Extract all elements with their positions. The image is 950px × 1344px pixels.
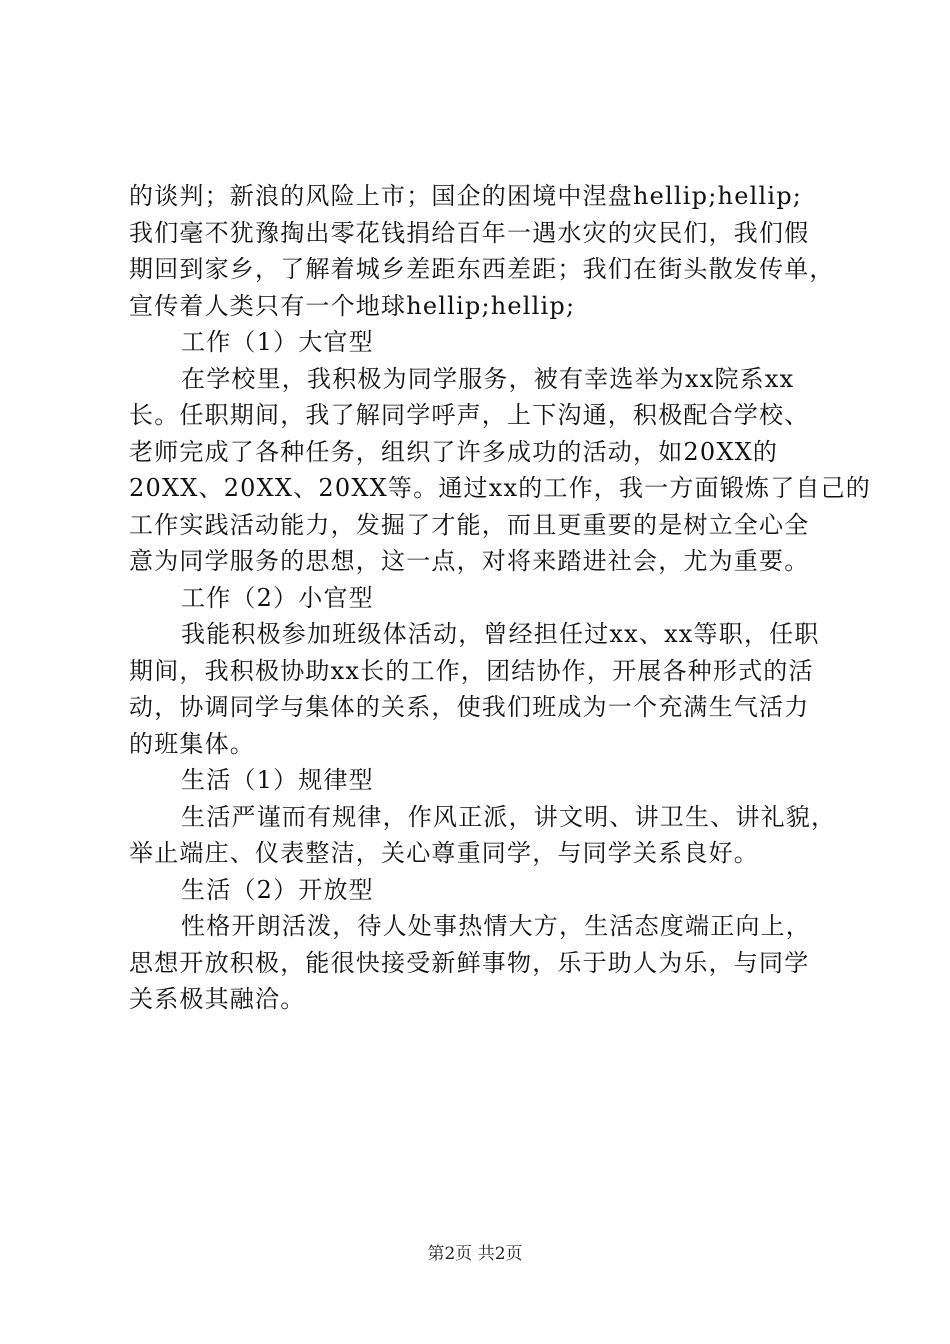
text-line: 性格开朗活泼，待人处事热情大方，生活态度端正向上， bbox=[181, 912, 811, 940]
text-line: 期回到家乡，了解着城乡差距东西差距；我们在街头散发传单， bbox=[129, 255, 835, 283]
text-line: 我能积极参加班级体活动，曾经担任过xx、xx等职，任职 bbox=[181, 620, 820, 648]
page-number-footer: 第2页 共2页 bbox=[427, 1244, 523, 1264]
text-line: 老师完成了各种任务，组织了许多成功的活动，如20XX的 bbox=[129, 437, 779, 466]
text-line: 关系极其融洽。 bbox=[129, 985, 306, 1013]
text-line: 期间，我积极协助xx长的工作，团结协作，开展各种形式的活 bbox=[129, 656, 814, 685]
text-line: 20XX、20XX、20XX等。通过xx的工作，我一方面锻炼了自己的 bbox=[129, 474, 872, 502]
section-heading-work-2: 工作（2）小官型 bbox=[181, 583, 374, 612]
text-line: 意为同学服务的思想，这一点，对将来踏进社会，尤为重要。 bbox=[129, 547, 810, 575]
document-body bbox=[129, 178, 872, 1018]
section-heading-life-1: 生活（1）规律型 bbox=[181, 766, 374, 794]
text-line: 的班集体。 bbox=[129, 729, 255, 758]
text-line: 工作实践活动能力，发掘了才能，而且更重要的是树立全心全 bbox=[129, 510, 810, 539]
text-line: 举止端庄、仪表整洁，关心尊重同学，与同学关系良好。 bbox=[129, 839, 759, 867]
text-line: 思想开放积极，能很快接受新鲜事物，乐于助人为乐，与同学 bbox=[129, 948, 810, 977]
text-line: 在学校里，我积极为同学服务，被有幸选举为xx院系xx bbox=[181, 364, 795, 393]
text-line: 宣传着人类只有一个地球hellip;hellip; bbox=[129, 291, 576, 320]
text-line: 我们毫不犹豫掏出零花钱捐给百年一遇水灾的灾民们，我们假 bbox=[129, 218, 810, 247]
text-line: 的谈判；新浪的风险上市；国企的困境中涅盘hellip;hellip; bbox=[129, 182, 803, 210]
text-line: 生活严谨而有规律，作风正派，讲文明、讲卫生、讲礼貌， bbox=[181, 802, 837, 831]
text-line: 长。任职期间，我了解同学呼声，上下沟通，积极配合学校、 bbox=[129, 401, 810, 429]
section-heading-life-2: 生活（2）开放型 bbox=[181, 875, 374, 904]
text-line: 动，协调同学与集体的关系，使我们班成为一个充满生气活力 bbox=[129, 693, 810, 721]
section-heading-work-1: 工作（1）大官型 bbox=[181, 328, 374, 356]
